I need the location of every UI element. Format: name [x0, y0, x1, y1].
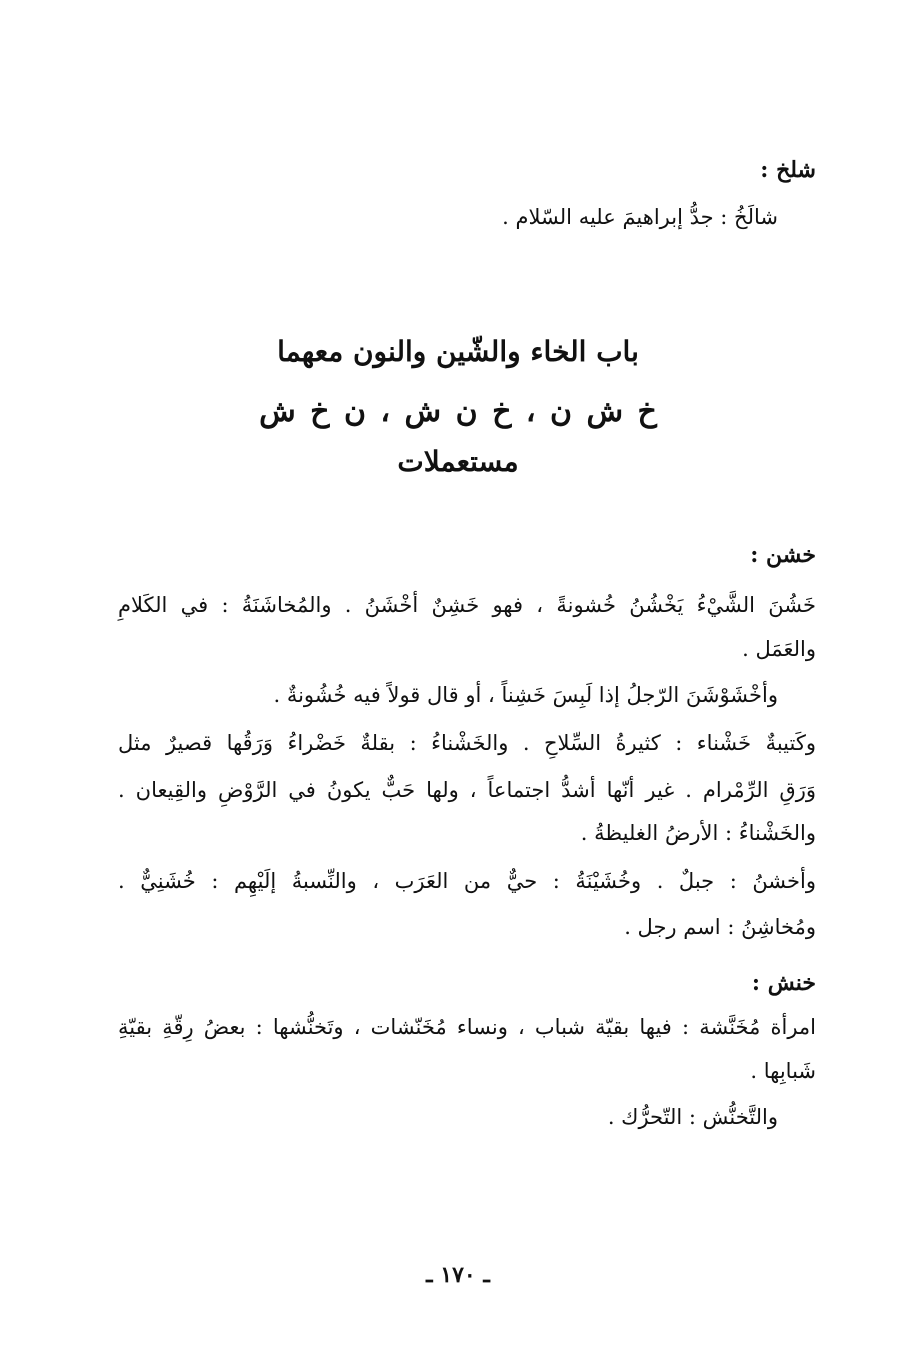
entry-line: والتَّخنُّش : التّحرُّك .	[607, 1105, 778, 1129]
entry-heading-khnsh: خنش :	[751, 970, 816, 996]
entry-line: والعَمَل .	[742, 637, 816, 661]
chapter-title: باب الخاء والشّين والنون معهما	[277, 335, 639, 368]
entry-line: شَبابِها .	[750, 1059, 816, 1083]
entry-line: وكَتيبةٌ خَشْناء : كثيرةُ السِّلاحِ . والخَشْناءُ : بقلةٌ خَضْراءُ وَرَقُها قصيرٌ مثل	[118, 731, 816, 755]
entry-line: امرأة مُخَنَّشة : فيها بقيّة شباب ، ونساء مُخَنّشات ، وتَخنُّشها : بعضُ رِقّةِ بقيّةِ	[118, 1015, 816, 1039]
entry-heading-shlkh: شلخ :	[760, 157, 816, 183]
chapter-status: مستعملات	[397, 445, 519, 478]
entry-heading-khshn: خشن :	[750, 542, 816, 568]
page-number: ـ ١٧٠ ـ	[426, 1262, 490, 1288]
entry-line: ومُخاشِنُ : اسم رجل .	[624, 915, 816, 939]
chapter-letters: خ ش ن ، خ ن ش ، ن خ ش	[259, 394, 657, 429]
entry-line: خَشُنَ الشَّيْءُ يَخْشُنُ خُشونةً ، فهو خَشِنٌ أخْشَنُ . والمُخاشَنَةُ : في الكَلامِ	[118, 593, 816, 617]
entry-line: والخَشْناءُ : الأرضُ الغليظةُ .	[580, 821, 816, 845]
entry-line: وأخشنُ : جبلٌ . وخُشَيْنَةُ : حيٌّ من العَرَب ، والنِّسبةُ إلَيْهِم : خُشَنِيٌّ .	[118, 869, 816, 893]
entry-line: شالَخُ : جدُّ إبراهيمَ عليه السّلام .	[502, 205, 778, 229]
entry-line: وأخْشَوْشَنَ الرّجلُ إذا لَبِسَ خَشِناً ، أو قال قولاً فيه خُشُونةٌ .	[273, 683, 778, 707]
entry-line: وَرَقِ الرِّمْرام . غير أنّها أشدُّ اجتماعاً ، ولها حَبٌّ يكونُ في الرَّوْضِ والقِيعان .	[118, 778, 816, 802]
